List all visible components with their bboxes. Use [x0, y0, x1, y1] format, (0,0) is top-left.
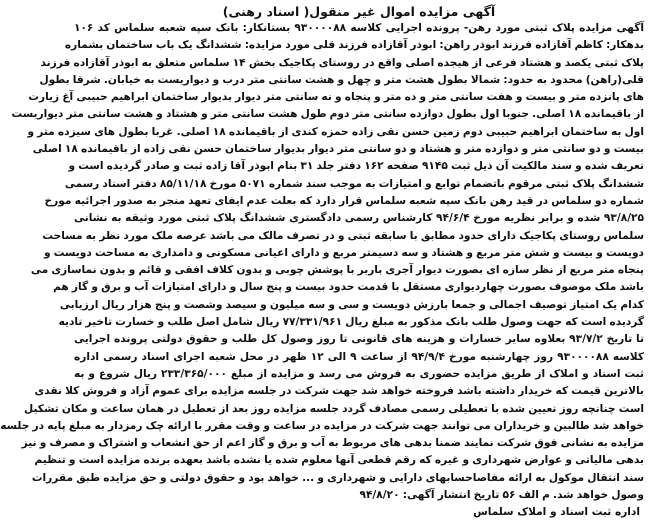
notice-line: بیست و دو سانتی متر و دوازده متر و هشتاد و دو سانتی متر دیوار بدیوار ساختمان حسن نقی زاده از باقیمانده ۱۸ اصلی [32, 143, 644, 156]
notice-line: سلماس روستای پکاجیک دارای حدود مطابق با سابقه ثبتی و در تصرف مالک می باشد عرصه ملک مورد نظر به مساحت [42, 229, 644, 242]
notice-title: آگهی مزایده اموال غیر منقول( اسناد رهنی) [222, 4, 496, 19]
notice-line: بالاترین قیمت که خریدار داشته باشد فروخته خواهد شد جهت شرکت در جلسه مزایده برای عموم آزاد و فروش کلا نقدی [34, 385, 644, 398]
notice-line: شماره دو سلماس در قید رهن بانک سپه شعبه سلماس قرار دارد که بعلت عدم ایفای تعهد منجر به صدور اجرائیه مورخ [44, 194, 644, 207]
notice-line: کلاسه ۹۳۰۰۰۰۸۸ روز چهارشنبه مورخ ۹۴/۹/۴ از ساعت ۹ الی ۱۲ ظهر در محل شعبه اجرای اسناد رسمی اداره [74, 350, 644, 363]
notice-line: ۹۳/۸/۲۵ شده و برابر نظریه مورخ ۹۴/۶/۴ کارشناس رسمی دادگستری ششدانگ پلاک ثبتی مورد وثیقه به نشانی [74, 212, 644, 225]
notice-line: خواهد شد طالبین و خریداران می توانند جهت شرکت در مزایده در ساعت و وقت مقرر با ارائه چک رمزدار به مبلغ پایه در جلسه [0, 419, 644, 432]
notice-line: کدام یک امتیاز توصیف اجمالی و جمعا بارزش دویست و سی و سه میلیون و سیصد وشصت و پنج هزار ریال ارزیابی [59, 298, 644, 311]
notice-line: بدهکار: کاظم آقازاده فرزند ابوذر راهن: ابوذر آقازاده فرزند قلی مورد مزایده: ششدانگ یک باب ساختمان بشماره [64, 39, 644, 52]
notice-body [0, 20, 645, 504]
notice-line: تعریف شده و سند مالکیت آن ذیل ثبت ۹۱۴۵ صفحه ۱۶۲ دفتر جلد ۳۱ بنام ابوذر آقا زاده ثبت و صادر گردیده است و [68, 160, 644, 173]
notice-line: اول به ساختمان ابراهیم حبیبی دوم زمین حسن نقی زاده حمزه کندی از باقیمانده ۱۸ اصلی. غربا بطول های سیزده متر و [27, 125, 644, 138]
notice-line: آگهی مزایده پلاک ثبتی مورد رهن- پرونده اجرایی کلاسه ۹۳۰۰۰۰۸۸ بستانکار: بانک سپه شعبه سلماس کد ۱۰۶ [74, 22, 644, 34]
notice-line: وصول خواهد شد. م الف ۵۶ تاریخ انتشار آگهی: ۹۴/۸/۲۰ [359, 489, 644, 502]
notice-line: تا تاریخ ۹۳/۷/۲ بعلاوه سایر خسارات و هزینه های قانونی تا روز وصول کل طلب و حقوق دولتی پرونده اجرایی [74, 333, 645, 346]
notice-line: است چنانچه روز تعیین شده با تعطیلی رسمی مصادف گردد جلسه مزایده روز بعد از تعطیل در همان ساعت و مکان تشکیل [24, 402, 644, 415]
notice-signature: اداره ثبت اسناد و املاک سلماس [473, 506, 640, 519]
notice-line: از باقیمانده ۱۸ اصلی. جنوبا اول بطول دوازده سانتی متر دوم طول هشت سانتی متر و هشتاد و هشت سانتی متر دیواریست [11, 108, 644, 121]
notice-line: مزایده به نشانی فوق شرکت نمایند ضمنا بدهی های مربوط به آب و برق و گاز اعم از حق انشعاب و اشتراک و مصرف و نیز [21, 437, 644, 450]
notice-line: ششدانگ پلاک ثبتی مرقوم باتضمام توابع و امتیازات به موجب سند شماره ۵۰۷۱ مورخ ۸۵/۱۱/۱۸ دفتر اسناد رسمی [64, 177, 644, 190]
notice-line: پلاک ثبتی یکصد و هشتاد فرعی از هیجده اصلی واقع در روستای پکاجیک بخش ۱۴ سلماس متعلق به ابوذر آقازاده فرزند [40, 56, 644, 69]
notice-line: های پانزده متر و بیست و هفت سانتی متر و ده متر و پنجاه و نه سانتی متر دیوار بدیوار ساختمان ابراهیم حبیبی آغ زیارت [28, 91, 644, 104]
notice-line: پنجاه متر مربع از نظر سازه ای بصورت دیوار آجری باربر با پوشش چوبی و بدون کلاف افقی و قائم و بدون نماسازی می [30, 264, 644, 277]
notice-line: ثبت اسناد و املاک از طریق مزایده حضوری به فروش می رسد و مزایده از مبلغ ۲۳۳/۳۶۵/۰۰۰ ریال شروع و به [74, 367, 644, 380]
notice-line: دویست و بیست و شش متر مربع و هشتاد و سه دسیمتر مربع و دارای اعیانی مسکونی و دامداری به مساحت دویست و [44, 246, 644, 259]
notice-line: بدهی مالیاتی و عوارض شهرداری و غیره که رقم قطعی آنها معلوم شده یا نشده باشد بعهده برنده مزایده است و تنظیم [34, 454, 644, 467]
notice-line: گردیده است که جهت وصول طلب بانک مذکور به مبلغ ریال ۷۷/۳۳۱/۹۶۱ ریال شامل اصل طلب و خسارت تاخیر تادیه [58, 316, 644, 329]
notice-line: سند انتقال موکول به ارائه مفاصاحسابهای دارایی و شهرداری و ... خواهد بود و حقوق دولتی و حق مزایده طبق مقررات [31, 471, 644, 484]
notice-line: قلی(راهن) محدود به حدود: شمالا بطول هشت متر و چهل و هشت سانتی متر درب و دیواریست به خیابان. شرقا بطول [39, 73, 644, 86]
notice-line: باشد ملک موصوف بصورت چهاردیواری مستقل با قدمت حدود بیست و پنج سال و دارای امتیازات آب و برق و گاز هم [53, 281, 644, 294]
